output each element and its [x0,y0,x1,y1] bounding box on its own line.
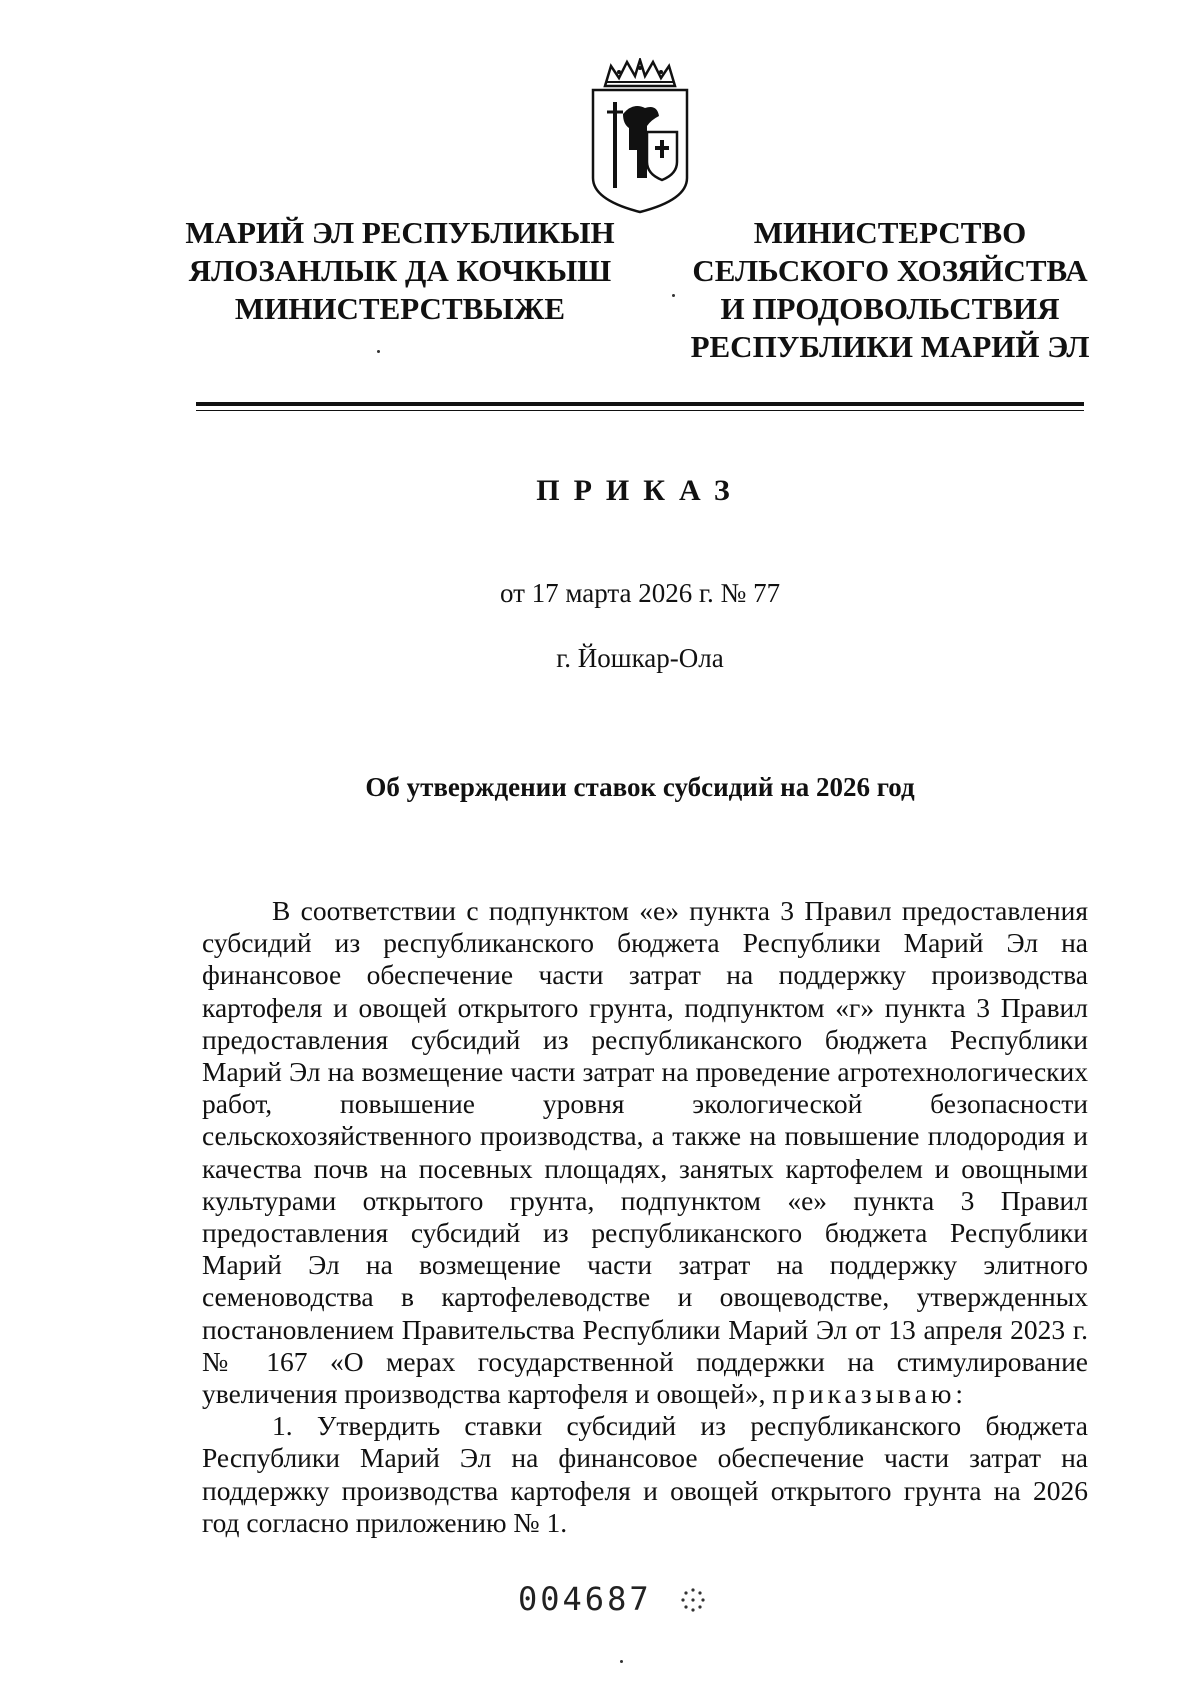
order-item-1: 1. Утвердить ставки субсидий из республиканского бюджета Республики Марий Эл на финансовое обеспечение части затрат на поддержку производства картофеля и овощей открытого грунта на 2026 год согласно приложению № 1. [202,1410,1088,1538]
coat-of-arms-emblem [585,58,695,218]
ministry-name-russian-line-3: И ПРОДОВОЛЬСТВИЯ [720,291,1060,326]
header-divider-thin [196,410,1084,411]
header-divider-thick [196,402,1084,406]
ministry-name-russian [690,214,1090,366]
order-body [202,895,1088,1539]
registration-serial: 004687 [518,1580,652,1618]
ministry-name-russian-line-2: СЕЛЬСКОГО ХОЗЯЙСТВА [692,253,1088,288]
stamp-mark-icon [680,1587,706,1613]
scan-speck [620,1660,623,1663]
ministry-name-russian-line-1: МИНИСТЕРСТВО [753,215,1027,250]
ministry-name-mari-line-2: ЯЛОЗАНЛЫК ДА КОЧКЫШ [188,253,612,288]
ministry-name-mari [170,214,630,328]
ministry-name-russian-line-4: РЕСПУБЛИКИ МАРИЙ ЭЛ [690,329,1090,364]
scan-speck [377,350,380,353]
order-city: г. Йошкар-Ола [556,643,724,673]
order-title: ПРИКАЗ [536,474,744,507]
preamble-text: В соответствии с подпунктом «е» пункта 3 Правил предоставления субсидий из республиканского бюджета Республики Марий Эл на финансовое обеспечение части затрат на поддержку производства картофеля и овощей открытого грунта, подпунктом «г» пункта 3 Правил предоставления субсидий из республиканского бюджета Республики Марий Эл на возмещение части затрат на проведение агротехнологических работ, повышение уровня экологической безопасности сельскохозяйственного производства, а также на повышение плодородия и качества почв на посевных площадях, занятых картофелем и овощными культурами открытого грунта, подпунктом «е» пункта 3 Правил предоставления субсидий из республиканского бюджета Республики Марий Эл на возмещение части затрат на поддержку элитного семеноводства в картофелеводстве и овощеводстве, утвержденных постановлением Правительства Республики Марий Эл от 13 апреля 2023 г. № 167 «О мерах государственной поддержки на стимулирование увеличения производства картофеля и овощей», [202,895,1088,1410]
order-word: приказываю: [772,1378,968,1410]
scan-speck [672,294,675,297]
order-subject: Об утверждении ставок субсидий на 2026 год [365,772,915,802]
preamble-paragraph [202,895,1088,1410]
ministry-name-mari-line-1: МАРИЙ ЭЛ РЕСПУБЛИКЫН [185,215,615,250]
order-date-number: от 17 марта 2026 г. № 77 [499,578,781,608]
ministry-name-mari-line-3: МИНИСТЕРСТВЫЖЕ [234,291,566,326]
